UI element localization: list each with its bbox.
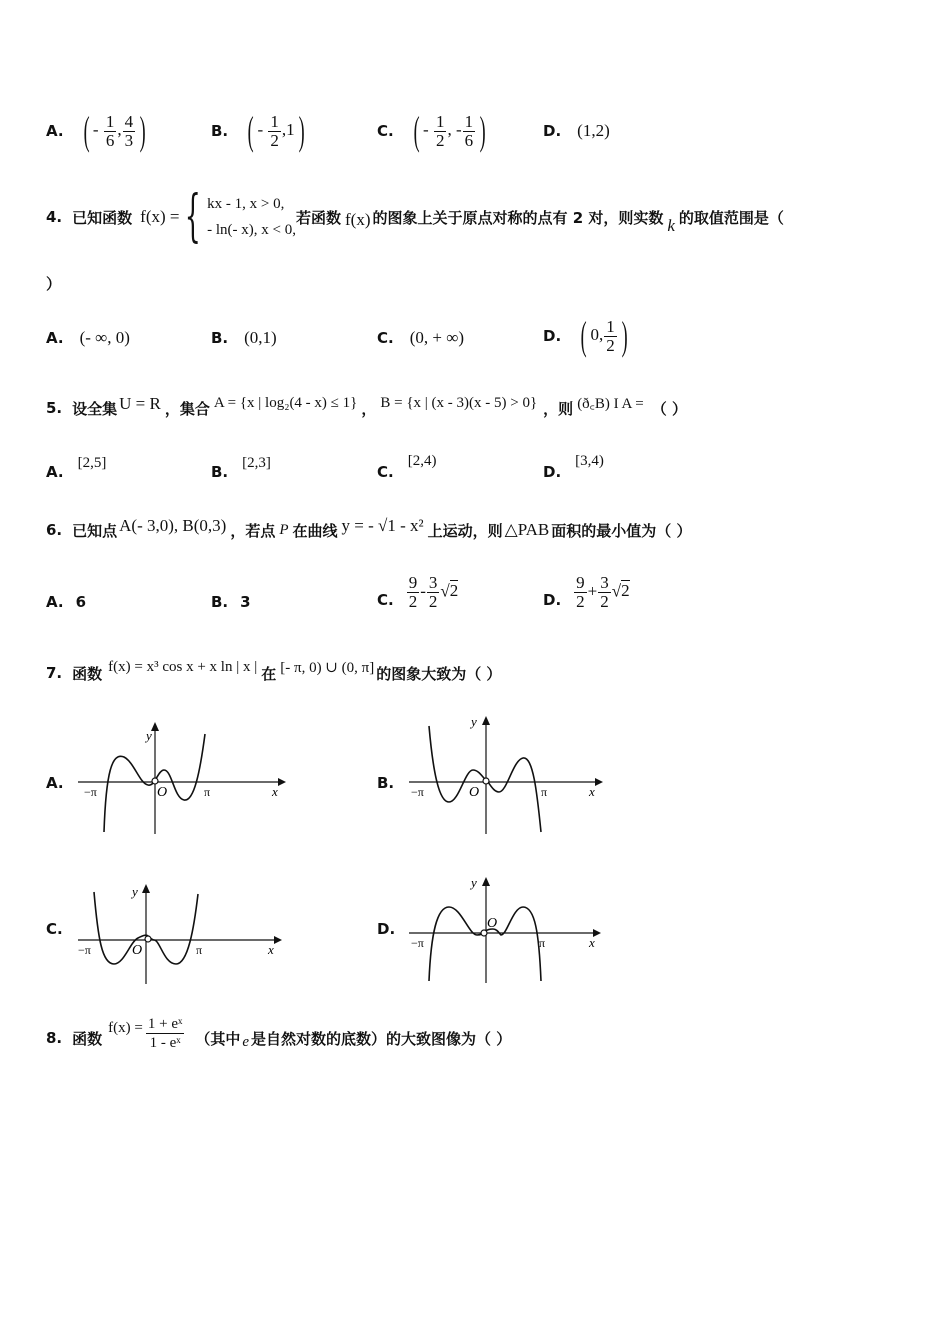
option-label: A. xyxy=(46,774,64,792)
option-a-value: 6 xyxy=(75,593,87,611)
function-name: f(x) = xyxy=(140,207,180,226)
origin-label: O xyxy=(487,916,498,931)
option-label: D. xyxy=(543,327,562,345)
q5-option-b[interactable] xyxy=(211,452,271,482)
question-7 xyxy=(46,656,501,690)
function-name: f(x) = xyxy=(108,1019,143,1036)
option-label: B. xyxy=(211,329,229,347)
x-arrow xyxy=(278,778,286,786)
question-number: 8. xyxy=(46,1029,63,1047)
curve-equation: y = - √1 - x² xyxy=(341,516,424,535)
origin-label: O xyxy=(157,785,168,800)
origin-label: O xyxy=(132,943,143,958)
tick-pi: π xyxy=(196,943,203,957)
q5-option-c[interactable] xyxy=(377,452,436,482)
q4-option-c[interactable] xyxy=(377,313,464,363)
question-text: （其中 xyxy=(195,1029,241,1048)
y-arrow xyxy=(482,877,490,886)
axis-label-x: x xyxy=(589,935,595,950)
question-number: 7. xyxy=(46,664,63,682)
option-c-math: (0, + ∞) xyxy=(409,328,464,347)
question-text: 函数 xyxy=(72,1029,103,1048)
origin-label: O xyxy=(469,785,480,800)
option-label: C. xyxy=(377,122,394,140)
option-label: B. xyxy=(211,463,229,481)
axis-label-y: y xyxy=(146,728,152,743)
tick-pi: π xyxy=(204,785,211,799)
option-label: B. xyxy=(377,774,395,792)
set-a: A = {x | log₂(4 - x) ≤ 1} xyxy=(213,394,358,411)
option-b-math: (0,1) xyxy=(244,328,277,347)
option-d-math: (1,2) xyxy=(577,121,610,140)
tick-neg-pi: −π xyxy=(84,785,97,799)
q4-option-b[interactable] xyxy=(211,313,277,363)
option-a-math: [2,5] xyxy=(77,454,107,471)
q3-option-b[interactable] xyxy=(211,106,308,156)
option-b-math: ( - $\frac{1}{2}$ ,1) xyxy=(247,108,305,153)
question-text: 已知函数 xyxy=(72,208,133,227)
tick-pi: π xyxy=(539,936,546,950)
q3-option-a[interactable] xyxy=(46,106,149,156)
function-ref: f(x) xyxy=(345,210,371,229)
y-arrow xyxy=(482,716,490,725)
question-number: 6. xyxy=(46,521,63,539)
option-label: A. xyxy=(46,122,64,140)
x-arrow xyxy=(595,778,603,786)
question-text: 面积的最小值为（ ） xyxy=(551,521,692,540)
question-8 xyxy=(46,1008,511,1058)
point-p: P xyxy=(279,521,289,538)
option-a-math: (- ∞, 0) xyxy=(79,328,130,347)
question-text: ，若点 xyxy=(230,521,276,540)
axis-label-x: x xyxy=(268,942,274,957)
axis-label-y: y xyxy=(471,714,477,729)
set-b: B = {x | (x - 3)(x - 5) > 0} xyxy=(380,394,538,411)
hole-point xyxy=(483,778,489,784)
question-text: 函数 xyxy=(72,664,103,683)
graph-b xyxy=(407,712,607,837)
axis-label-x: x xyxy=(272,784,278,799)
question-6 xyxy=(46,513,691,547)
q6-option-c[interactable] xyxy=(377,567,458,617)
function-fraction: $\frac{\text{1 + eˣ}}{\text{1 - eˣ}}$ xyxy=(147,1015,183,1051)
option-label: C. xyxy=(46,920,63,938)
question-text: 若函数 xyxy=(295,208,341,227)
option-label: D. xyxy=(543,591,562,609)
question-text: 在曲线 xyxy=(292,521,338,540)
axis-label-y: y xyxy=(471,875,477,890)
set-u: U = R xyxy=(119,394,161,413)
y-arrow xyxy=(142,884,150,893)
option-label: B. xyxy=(211,122,229,140)
question-text: 是自然对数的底数）的大致图像为（ ） xyxy=(251,1029,512,1048)
option-c-math: [2,4) xyxy=(407,452,437,469)
option-label: D. xyxy=(543,463,562,481)
question-text: 在 xyxy=(261,664,277,683)
axis-label-y: y xyxy=(132,884,138,899)
question-text: ，则 xyxy=(543,399,574,418)
y-arrow xyxy=(151,722,159,731)
tick-neg-pi: −π xyxy=(411,785,424,799)
option-b-value: 3 xyxy=(240,593,251,611)
q5-option-a[interactable] xyxy=(46,452,106,482)
set-expression: (ð꜀B) I A = xyxy=(577,396,644,412)
option-label: A. xyxy=(46,463,64,481)
option-d-math: ( 0, $\frac{1}{2}$ ) xyxy=(580,313,628,358)
x-arrow xyxy=(274,936,282,944)
graph-d xyxy=(407,873,607,988)
question-text: ，集合 xyxy=(164,399,210,418)
hole-point xyxy=(152,778,158,784)
option-b-math: [2,3] xyxy=(242,454,271,471)
question-text: ， xyxy=(361,399,377,418)
option-a-math: ( - $\frac{1}{6}$ , $\frac{4}{3}$ ) xyxy=(83,108,146,153)
triangle-pab: △PAB xyxy=(504,520,550,539)
q6-option-d[interactable] xyxy=(543,567,630,617)
question-5 xyxy=(46,393,687,423)
option-label: C. xyxy=(377,329,394,347)
variable-k: k xyxy=(667,216,675,235)
option-label: D. xyxy=(543,122,562,140)
option-label: A. xyxy=(46,593,64,611)
graph-a xyxy=(76,712,291,837)
piecewise-cases: kx - 1, x > 0, - ln(- x), x < 0, xyxy=(207,196,296,238)
option-label: C. xyxy=(377,591,394,609)
option-c-math: ( - $\frac{1}{2}$ , - $\frac{1}{6}$ ) xyxy=(413,108,486,153)
question-text: 已知点 xyxy=(72,521,118,540)
question-close-paren: ） xyxy=(46,275,62,293)
question-number: 4. xyxy=(46,208,63,226)
option-label: C. xyxy=(377,463,394,481)
answer-blank: （ ） xyxy=(651,399,687,418)
question-number: 5. xyxy=(46,399,63,417)
question-4: 4. 已知函数 f(x) = { kx - 1, x > 0, - ln(- x), x < 0, 若函数 f(x) 的图象上关于原点对称的点有 2 对，则实数 k 的取值范围是（ xyxy=(46,184,784,249)
axis-label-x: x xyxy=(589,784,595,799)
tick-neg-pi: −π xyxy=(78,943,91,957)
option-label: D. xyxy=(377,920,396,938)
question-text: 设全集 xyxy=(72,399,118,418)
tick-pi: π xyxy=(541,785,548,799)
option-label: A. xyxy=(46,329,64,347)
q4-option-a[interactable] xyxy=(46,313,130,363)
q3-option-c[interactable] xyxy=(377,106,489,156)
tick-neg-pi: −π xyxy=(411,936,424,950)
question-text: 上运动，则 xyxy=(427,521,503,540)
variable-e: e xyxy=(242,1033,249,1050)
question-text: 的图象大致为（ ） xyxy=(376,664,502,683)
option-c-math: $\frac{9}{2}$ - $\frac{3}{2}$ √2 xyxy=(408,572,459,611)
function-definition: f(x) = x³ cos x + x ln | x | xyxy=(108,658,258,675)
question-text: 的图象上关于原点对称的点有 2 对，则实数 xyxy=(372,208,664,227)
option-label: B. xyxy=(211,593,229,611)
question-text: 的取值范围是（ xyxy=(678,208,784,227)
q6-option-b[interactable] xyxy=(211,590,251,614)
points-ab: A(- 3,0), B(0,3) xyxy=(119,516,227,535)
option-d-math: [3,4) xyxy=(575,452,604,469)
option-d-math: $\frac{9}{2}$ + $\frac{3}{2}$ √2 xyxy=(576,572,630,611)
q6-option-a[interactable] xyxy=(46,590,86,614)
hole-point xyxy=(145,936,151,942)
domain-interval: [- π, 0) ∪ (0, π] xyxy=(280,659,375,676)
q5-option-d[interactable] xyxy=(543,452,604,482)
q3-option-d[interactable] xyxy=(543,106,610,156)
q4-option-d[interactable] xyxy=(543,308,631,364)
graph-c xyxy=(76,878,286,988)
curve xyxy=(429,907,541,981)
